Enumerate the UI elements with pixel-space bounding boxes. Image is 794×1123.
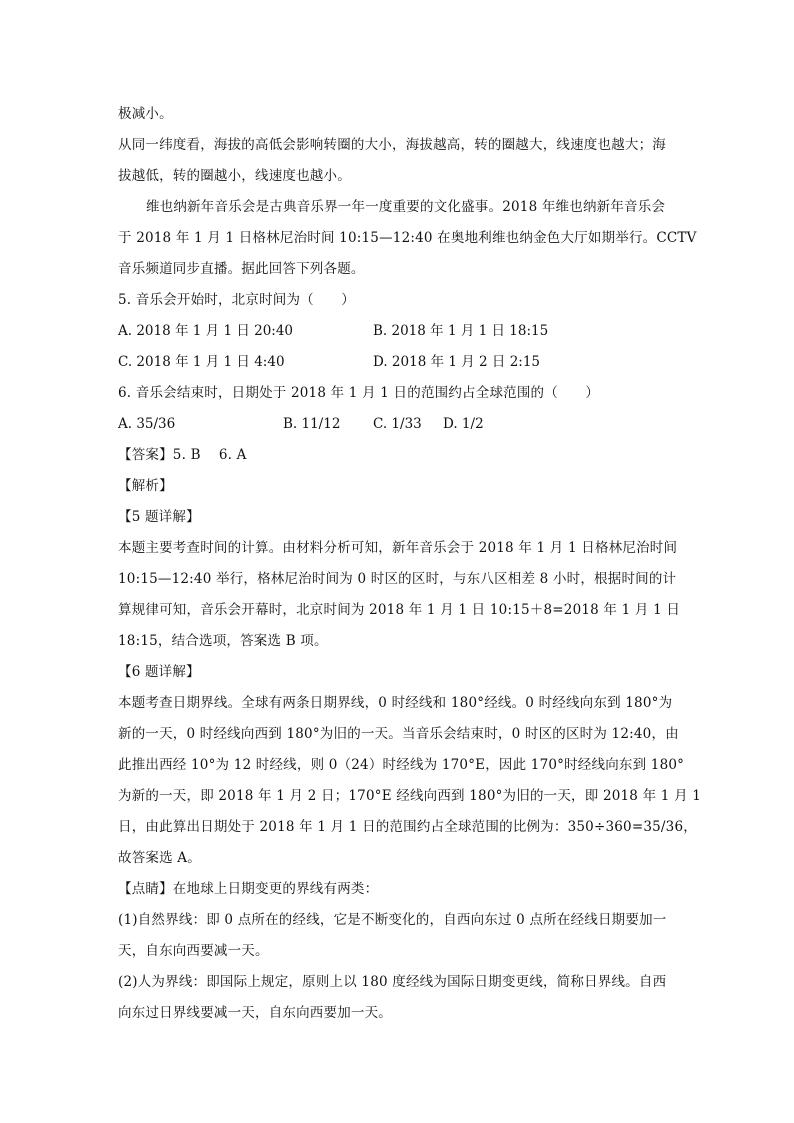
answer-line: 【答案】5. B 6. A <box>118 447 247 463</box>
passage-intro: 维也纳新年音乐会是古典音乐界一年一度重要的文化盛事。2018 年维也纳新年音乐会 <box>146 199 666 215</box>
text-line: 本题主要考查时间的计算。由材料分析可知，新年音乐会于 2018 年 1 月 1 日格林尼治时间 <box>118 540 678 556</box>
text-line: 音乐频道同步直播。据此回答下列各题。 <box>118 261 365 277</box>
text-line: 此推出西经 10°为 12 时经线，则 0（24）时经线为 170°E，因此 170°时经线向东到 180° <box>118 757 685 773</box>
text-line: 18:15，结合选项，答案选 B 项。 <box>118 633 328 649</box>
q6-option-b: B. 11/12 <box>283 416 341 432</box>
text-line: 向东过日界线要减一天，自东向西要加一天。 <box>118 1005 392 1021</box>
text-line: 于 2018 年 1 月 1 日格林尼治时间 10:15—12:40 在奥地利维也纳金色大厅如期举行。CCTV <box>118 230 697 246</box>
tip-heading: 【点睛】在地球上日期变更的界线有两类： <box>118 881 379 897</box>
question-6-stem: 6. 音乐会结束时，日期处于 2018 年 1 月 1 日的范围约占全球范围的（ ） <box>118 385 600 401</box>
analysis-heading: 【解析】 <box>118 478 173 494</box>
q5-option-b: B. 2018 年 1 月 1 日 18:15 <box>373 323 549 339</box>
text-line: 日，由此算出日期处于 2018 年 1 月 1 日的范围约占全球范围的比例为：350÷360=35/36， <box>118 819 697 835</box>
q6-detail-heading: 【6 题详解】 <box>118 664 200 680</box>
text-line: 故答案选 A。 <box>118 850 201 866</box>
text-line: 为新的一天，即 2018 年 1 月 2 日；170°E 经线向西到 180°为旧的一天，即 2018 年 1 月 1 <box>118 788 702 804</box>
q5-option-c: C. 2018 年 1 月 1 日 4:40 <box>118 354 285 370</box>
q6-option-d: D. 1/2 <box>443 416 484 432</box>
text-line: 10:15—12:40 举行，格林尼治时间为 0 时区的区时，与东八区相差 8 小时，根据时间的计 <box>118 571 677 587</box>
text-line: 天，自东向西要减一天。 <box>118 943 269 959</box>
text-line: (2)人为界线：即国际上规定，原则上以 180 度经线为国际日期变更线，简称日界线。自西 <box>118 974 667 990</box>
text-line: (1)自然界线：即 0 点所在的经线，它是不断变化的，自西向东过 0 点所在经线日期要加一 <box>118 912 667 928</box>
q5-detail-heading: 【5 题详解】 <box>118 509 200 525</box>
q6-option-a: A. 35/36 <box>118 416 176 432</box>
text-line: 算规律可知，音乐会开幕时，北京时间为 2018 年 1 月 1 日 10:15＋8=2018 年 1 月 1 日 <box>118 602 681 618</box>
q5-option-a: A. 2018 年 1 月 1 日 20:40 <box>118 323 294 339</box>
q5-option-d: D. 2018 年 1 月 2 日 2:15 <box>373 354 541 370</box>
text-line: 极减小。 <box>118 106 173 122</box>
text-line: 拔越低，转的圈越小，线速度也越小。 <box>118 168 351 184</box>
text-line: 从同一纬度看，海拔的高低会影响转圈的大小，海拔越高，转的圈越大，线速度也越大；海 <box>118 137 666 153</box>
text-line: 新的一天，0 时经线向西到 180°为旧的一天。当音乐会结束时，0 时区的区时为 12:40，由 <box>118 726 679 742</box>
text-line: 本题考查日期界线。全球有两条日期界线，0 时经线和 180°经线。0 时经线向东到 180°为 <box>118 695 673 711</box>
question-5-stem: 5. 音乐会开始时，北京时间为（ ） <box>118 292 355 308</box>
q6-option-c: C. 1/33 <box>373 416 422 432</box>
